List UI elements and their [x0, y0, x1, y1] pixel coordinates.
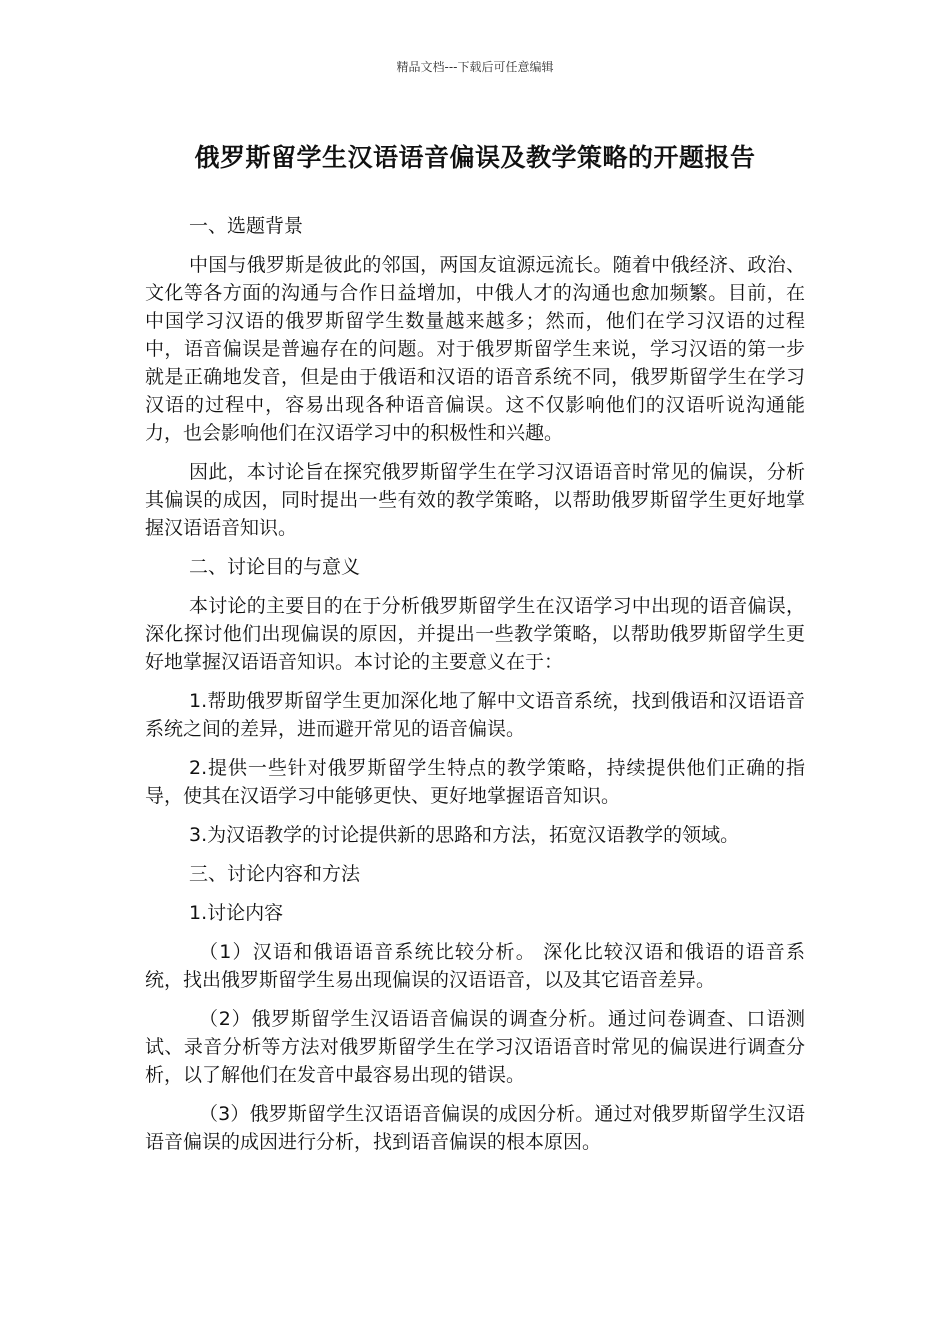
- subheading-content: 1.讨论内容: [189, 902, 284, 924]
- paragraph-background-1: 中国与俄罗斯是彼此的邻国，两国友谊源远流长。随着中俄经济、政治、文化等各方面的沟通与合作日益增加，中俄人才的沟通也愈加频繁。目前，在中国学习汉语的俄罗斯留学生数量越来越多；然而，他们在学习汉语的过程中，语音偏误是普遍存在的问题。对于俄罗斯留学生来说，学习汉语的第一步就是正确地发音，但是由于俄语和汉语的语音系统不同，俄罗斯留学生在学习汉语的过程中，容易出现各种语音偏误。这不仅影响他们的汉语听说沟通能力，也会影响他们在汉语学习中的积极性和兴趣。: [145, 254, 805, 444]
- paragraph-purpose: 本讨论的主要目的在于分析俄罗斯留学生在汉语学习中出现的语音偏误，深化探讨他们出现偏误的原因，并提出一些教学策略，以帮助俄罗斯留学生更好地掌握汉语语音知识。本讨论的主要意义在于：: [145, 595, 805, 673]
- section-heading-content-method: 三、讨论内容和方法: [189, 863, 361, 885]
- section-heading-purpose: 二、讨论目的与意义: [189, 556, 361, 578]
- section-heading-background: 一、选题背景: [189, 215, 304, 237]
- purpose-item-1: 1.帮助俄罗斯留学生更加深化地了解中文语音系统，找到俄语和汉语语音系统之间的差异，进而避开常见的语音偏误。: [145, 690, 805, 740]
- content-item-1: （1）汉语和俄语语音系统比较分析。 深化比较汉语和俄语的语音系统，找出俄罗斯留学生易出现偏误的汉语语音，以及其它语音差异。: [145, 941, 805, 991]
- document-body: [145, 212, 805, 1167]
- content-item-2: （2）俄罗斯留学生汉语语音偏误的调查分析。通过问卷调查、口语测试、录音分析等方法对俄罗斯留学生在学习汉语语音时常见的偏误进行调查分析，以了解他们在发音中最容易出现的错误。: [145, 1008, 805, 1086]
- purpose-item-2: 2.提供一些针对俄罗斯留学生特点的教学策略，持续提供他们正确的指导，使其在汉语学习中能够更快、更好地掌握语音知识。: [145, 757, 805, 807]
- document-title: 俄罗斯留学生汉语语音偏误及教学策略的开题报告: [194, 143, 756, 172]
- paragraph-background-2: 因此，本讨论旨在探究俄罗斯留学生在学习汉语语音时常见的偏误，分析其偏误的成因，同时提出一些有效的教学策略，以帮助俄罗斯留学生更好地掌握汉语语音知识。: [145, 461, 805, 539]
- purpose-item-3: 3.为汉语教学的讨论提供新的思路和方法，拓宽汉语教学的领域。: [189, 824, 740, 846]
- content-item-3: （3）俄罗斯留学生汉语语音偏误的成因分析。通过对俄罗斯留学生汉语语音偏误的成因进行分析，找到语音偏误的根本原因。: [145, 1103, 805, 1153]
- page-header: 精品文档---下载后可任意编辑: [396, 60, 554, 74]
